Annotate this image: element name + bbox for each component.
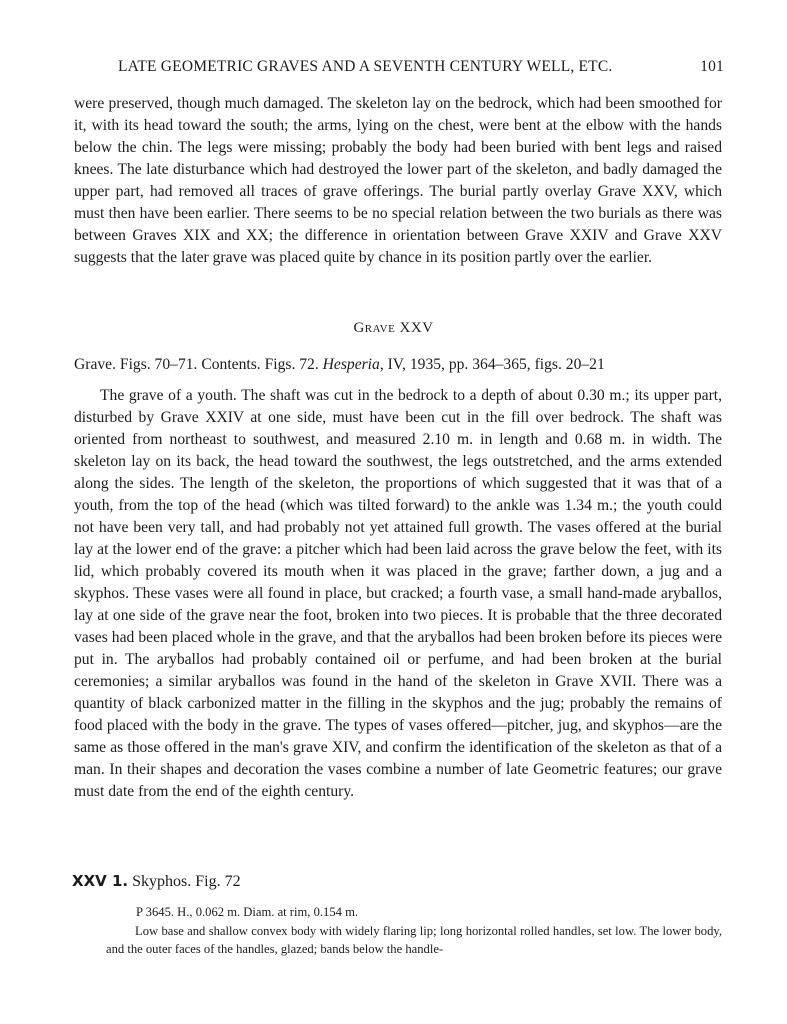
catalogue-item-measurements: P 3645. H., 0.062 m. Diam. at rim, 0.154 m.	[136, 905, 359, 919]
references-line	[74, 356, 724, 374]
section-heading: Grave XXV	[353, 320, 434, 336]
catalogue-item-title: Skyphos. Fig. 72	[132, 873, 241, 890]
grave-description-paragraph: The grave of a youth. The shaft was cut in the bedrock to a depth of about 0.30 m.; its upper part, disturbed by Grave XXIV at one side, must have been cut in the fill over bedrock. The shaft was oriented from northeast to southwest, and measured 2.10 m. in length and 0.68 m. in width. The skeleton lay on its back, the head toward the southwest, the legs outstretched, and the arms extended along the sides. The length of the skeleton, the proportions of which suggested that it was that of a youth, from the top of the head (which was tilted forward) to the ankle was 1.34 m.; the youth could not have been very tall, and had probably not yet attained full growth. The vases offered at the burial lay at the lower end of the grave: a pitcher which had been laid across the grave below the feet, with its lid, which probably covered its mouth when it was placed in the grave; farther down, a jug and a skyphos. These vases were all found in place, but cracked; a fourth vase, a small hand-made aryballos, lay at one side of the grave near the foot, broken into two pieces. It is probable that the three decorated vases had been placed whole in the grave, and that the aryballos had been broken before its pieces were put in. The aryballos had probably contained oil or perfume, and had been broken at the burial ceremonies; a similar aryballos was found in the hand of the skeleton in Grave XVII. There was a quantity of black carbonized matter in the filling in the skyphos and the jug; probably the remains of food placed with the body in the grave. The types of vases offered—pitcher, jug, and skyphos—are the same as those offered in the man's grave XIV, and confirm the identification of the skeleton as that of a man. In their shapes and decoration the vases combine a number of late Geometric features; our grave must date from the end of the eighth century.	[74, 387, 722, 800]
catalogue-item-number: XXV 1.	[72, 872, 129, 890]
references-rest: , IV, 1935, pp. 364–365, figs. 20–21	[379, 356, 605, 373]
page-number: 101	[700, 58, 724, 75]
references-lead: Grave. Figs. 70–71. Contents. Figs. 72.	[74, 356, 323, 373]
paragraph-continued: were preserved, though much damaged. The skeleton lay on the bedrock, which had been smoothed for it, with its head toward the south; the arms, lying on the chest, were bent at the elbow with the hands below the chin. The legs were missing; probably the body had been buried with bent legs and raised knees. The late disturbance which had destroyed the lower part of the skeleton, and badly damaged the upper part, had removed all traces of grave offerings. The burial partly overlay Grave XXV, which must then have been earlier. There seems to be no special relation between the two burials as there was between Graves XIX and XX; the difference in orientation between Grave XXIV and Grave XXV suggests that the later grave was placed quite by chance in its position partly over the earlier.	[74, 95, 722, 266]
running-head	[118, 58, 724, 80]
catalogue-item-heading	[72, 872, 241, 891]
catalogue-item-description: Low base and shallow convex body with widely flaring lip; long horizontal rolled handles, set low. The lower body, and the outer faces of the handles, glazed; bands below the handle-	[106, 924, 722, 956]
references-journal: Hesperia	[322, 356, 380, 373]
running-head-title: LATE GEOMETRIC GRAVES AND A SEVENTH CENTURY WELL, ETC.	[118, 58, 613, 75]
